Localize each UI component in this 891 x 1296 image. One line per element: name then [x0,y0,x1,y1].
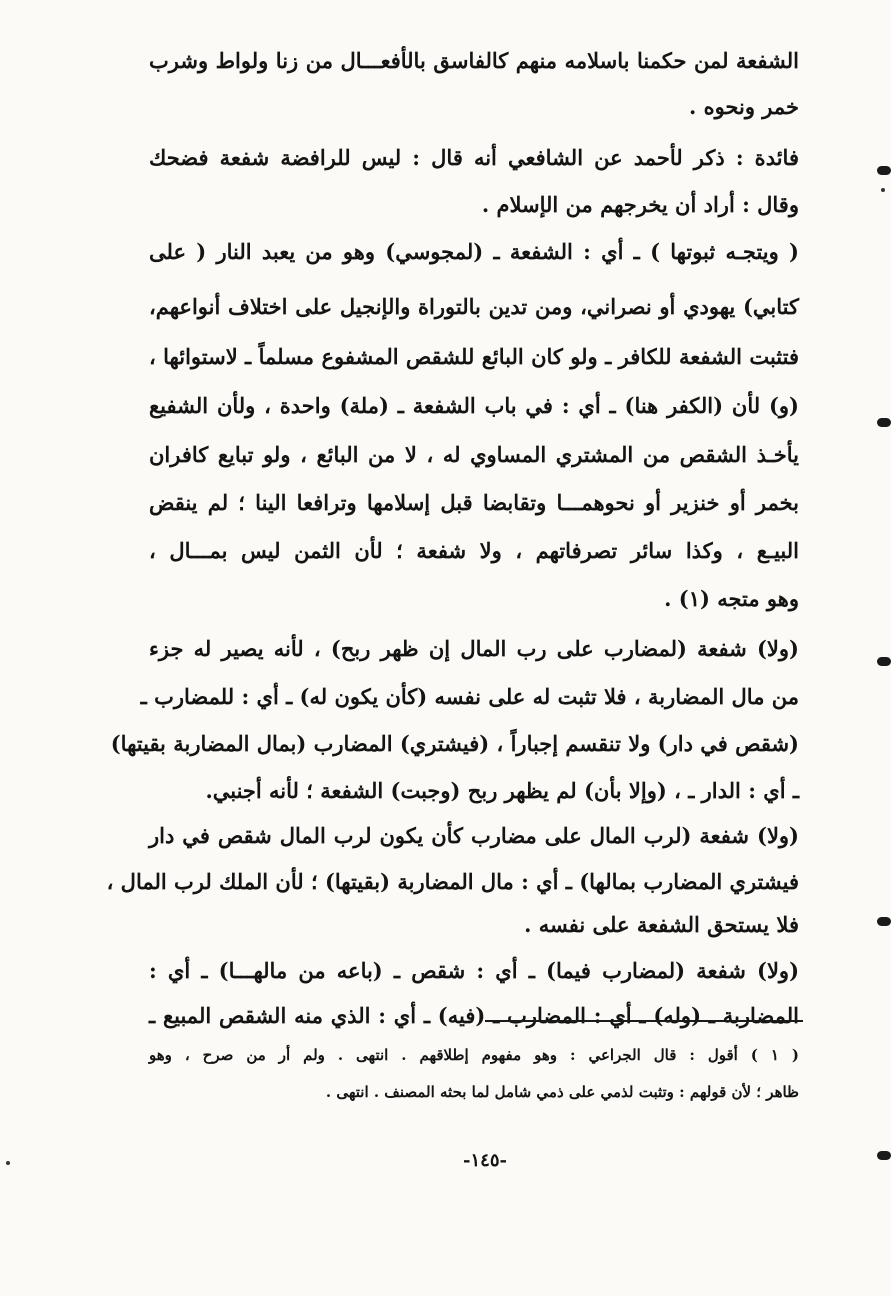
text-line: فائدة : ذكر لأحمد عن الشافعي أنه قال : ليس للرافضة شفعة فضحك [149,145,799,170]
scan-mark [877,917,891,926]
text-line: فتثبت الشفعة للكافر ـ ولو كان البائع للشقص المشفوع مسلماً ـ لاستوائها ، [149,344,799,369]
page-number: -١٤٥- [463,1150,507,1171]
text-line: فيشتري المضارب بمالها) ـ أي : مال المضاربة (بقيتها) ؛ لأن الملك لرب المال ، [106,869,799,894]
scan-mark [877,166,891,175]
text-line: (و) لأن (الكفر هنا) ـ أي : في باب الشفعة ـ (ملة) واحدة ، ولأن الشفيع [149,393,799,418]
scan-mark [877,657,891,666]
text-line: ـ أي : الدار ـ ، (وإلا بأن) لم يظهر ربح (وجبت) الشفعة ؛ لأنه أجنبي. [205,778,799,803]
text-line: وهو متجه (١) . [664,586,799,611]
text-line: من مال المضاربة ، فلا تثبت له على نفسه (كأن يكون له) ـ أي : للمضارب ـ [140,684,799,709]
text-line: البيـع ، وكذا سائر تصرفاتهم ، ولا شفعة ؛ لأن الثمن ليس بمـــال ، [149,538,799,563]
text-line: يأخـذ الشقص من المشتري المساوي له ، لا من البائع ، ولو تبايع كافران [149,442,799,467]
text-line: وقال : أراد أن يخرجهم من الإسلام . [481,192,799,217]
text-line: خمر ونحوه . [688,94,799,119]
scan-mark [881,188,885,192]
text-line: (ولا) شفعة (لمضارب فيما) ـ أي : شقص ـ (باعه من مالهـــا) ـ أي : [149,958,799,983]
text-line: (ولا) شفعة (لرب المال على مضارب كأن يكون لرب المال شقص في دار [149,823,799,848]
footnote-divider [485,1020,803,1022]
text-line: ( ويتجـه ثبوتها ) ـ أي : الشفعة ـ (لمجوسي) وهو من يعبد النار ( على [149,239,799,264]
scan-mark [877,1151,891,1160]
text-line: الشفعة لمن حكمنا باسلامه منهم كالفاسق بالأفعـــال من زنا ولواط وشرب [149,48,799,73]
scan-mark [6,1161,10,1165]
text-line: بخمر أو خنزير أو نحوهمـــا وتقابضا قبل إسلامها وترافعا الينا ؛ لم ينقض [149,490,799,515]
text-line: المضاربة ـ (وله) ـ أي : المضارب ـ (فيه) ـ أي : الذي منه الشقص المبيع ـ [149,1003,799,1028]
footnote-line: ظاهر ؛ لأن قولهم : وتثبت لذمي على ذمي شامل لما بحثه المصنف . انتهى . [325,1083,799,1101]
text-line: (ولا) شفعة (لمضارب على رب المال إن ظهر ربح) ، لأنه يصير له جزء [149,636,799,661]
footnote-line: ( ١ ) أقول : قال الجراعي : وهو مفهوم إطلاقهم . انتهى . ولم أر من صرح ، وهو [149,1046,799,1064]
text-line: فلا يستحق الشفعة على نفسه . [524,912,799,937]
text-line: كتابي) يهودي أو نصراني، ومن تدين بالتوراة والإنجيل على اختلاف أنواعهم، [149,294,799,319]
scan-mark [877,418,891,427]
text-line: (شقص في دار) ولا تنقسم إجباراً ، (فيشتري) المضارب (بمال المضاربة بقيتها) [110,731,799,756]
